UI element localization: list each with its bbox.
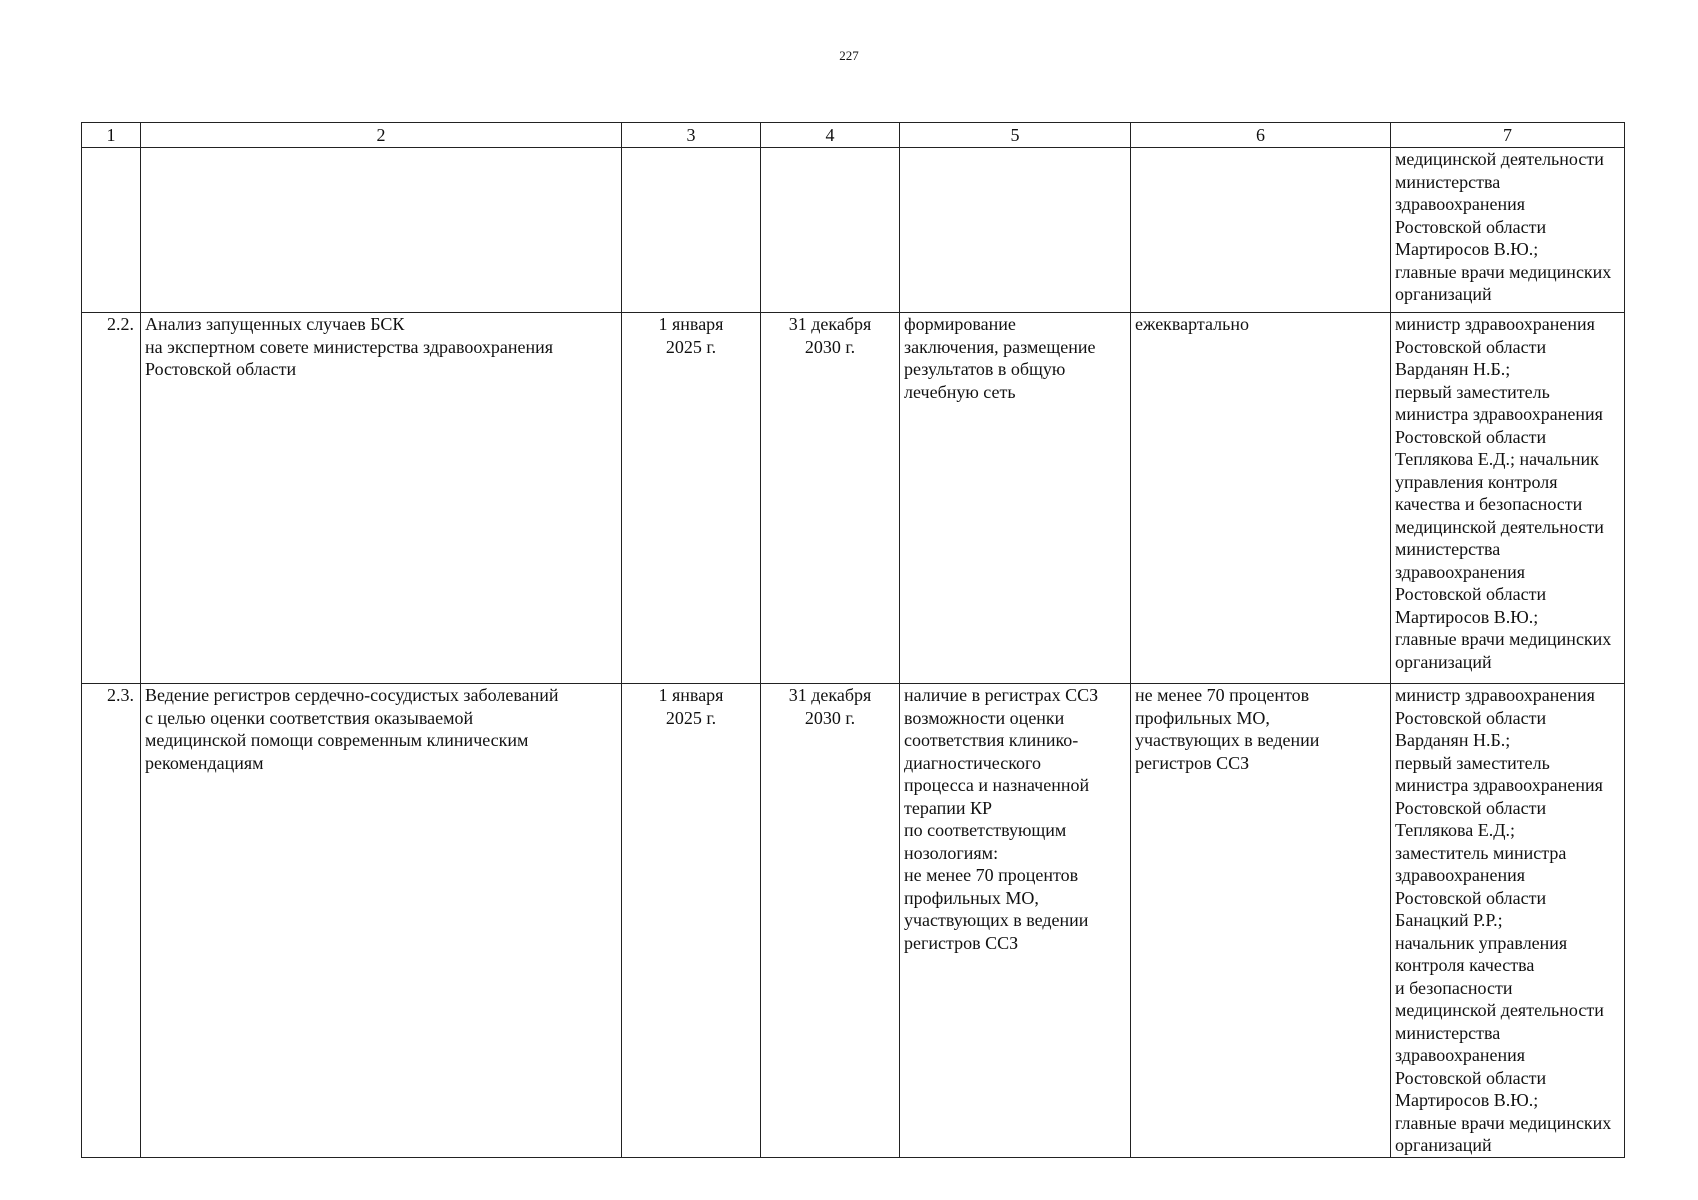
table-row <box>82 148 1625 313</box>
start-date-cell: 1 января 2025 г. <box>622 684 761 1158</box>
activity-cell <box>141 148 622 313</box>
row-number-cell: 2.2. <box>82 313 141 684</box>
row-number-cell <box>82 148 141 313</box>
table-row <box>82 684 1625 1158</box>
responsible-cell: министр здравоохранения Ростовской области Варданян Н.Б.; первый заместитель министра здравоохранения Ростовской области Теплякова Е.Д.; заместитель министра здравоохранения Ростовской области Банацкий Р.Р.; начальник управления контроля качества и безопасности медицинской деятельности министерства здравоохранения Ростовской области Мартиросов В.Ю.; главные врачи медицинских организаций <box>1391 684 1625 1158</box>
header-cell: 7 <box>1391 123 1625 148</box>
header-cell: 3 <box>622 123 761 148</box>
start-date-cell: 1 января 2025 г. <box>622 313 761 684</box>
header-cell: 2 <box>141 123 622 148</box>
header-cell: 4 <box>761 123 900 148</box>
start-date-cell <box>622 148 761 313</box>
end-date-cell <box>761 148 900 313</box>
header-cell: 5 <box>900 123 1131 148</box>
activity-cell: Анализ запущенных случаев БСК на экспертном совете министерства здравоохранения Ростовской области <box>141 313 622 684</box>
responsible-cell: медицинской деятельности министерства здравоохранения Ростовской области Мартиросов В.Ю.; главные врачи медицинских организаций <box>1391 148 1625 313</box>
indicator-cell: ежеквартально <box>1131 313 1391 684</box>
header-cell: 1 <box>82 123 141 148</box>
page-number: 227 <box>839 48 859 63</box>
indicator-cell: не менее 70 процентов профильных МО, участвующих в ведении регистров ССЗ <box>1131 684 1391 1158</box>
table-header-row <box>82 123 1625 148</box>
responsible-cell: министр здравоохранения Ростовской области Варданян Н.Б.; первый заместитель министра здравоохранения Ростовской области Теплякова Е.Д.; начальник управления контроля качества и безопасности медицинской деятельности министерства здравоохранения Ростовской области Мартиросов В.Ю.; главные врачи медицинских организаций <box>1391 313 1625 684</box>
row-number-cell: 2.3. <box>82 684 141 1158</box>
result-cell <box>900 148 1131 313</box>
result-cell: формирование заключения, размещение результатов в общую лечебную сеть <box>900 313 1131 684</box>
header-cell: 6 <box>1131 123 1391 148</box>
activity-cell: Ведение регистров сердечно-сосудистых заболеваний с целью оценки соответствия оказываемой медицинской помощи современным клиническим рекомендациям <box>141 684 622 1158</box>
table-row <box>82 313 1625 684</box>
end-date-cell: 31 декабря 2030 г. <box>761 684 900 1158</box>
plan-table <box>81 122 1625 1158</box>
indicator-cell <box>1131 148 1391 313</box>
end-date-cell: 31 декабря 2030 г. <box>761 313 900 684</box>
result-cell: наличие в регистрах ССЗ возможности оценки соответствия клинико- диагностического процесса и назначенной терапии КР по соответствующим нозологиям: не менее 70 процентов профильных МО, участвующих в ведении регистров ССЗ <box>900 684 1131 1158</box>
